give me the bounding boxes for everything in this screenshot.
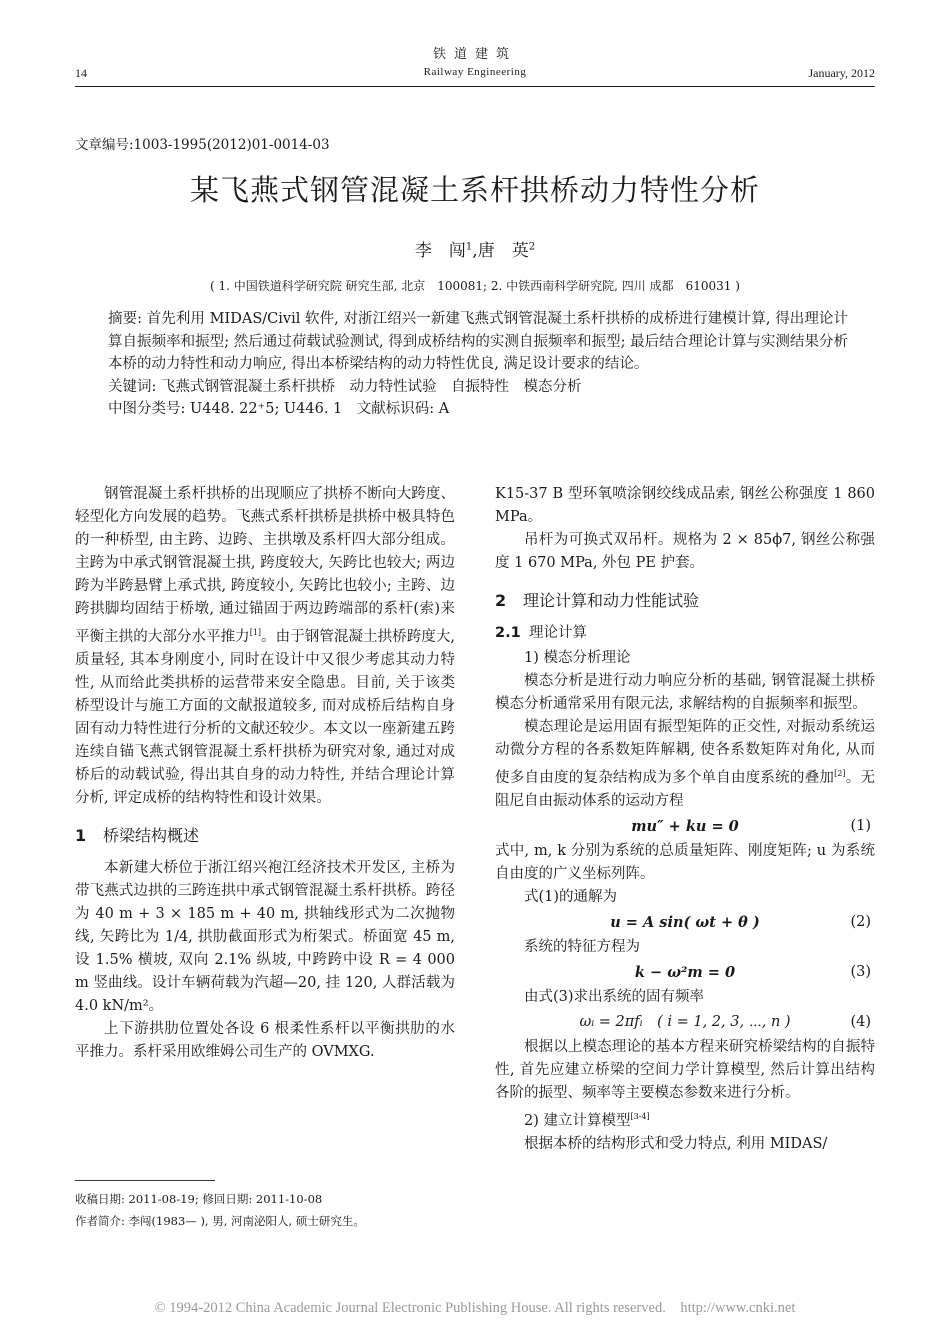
body-paragraph: 式中, m, k 分别为系统的总质量矩阵、刚度矩阵; u 为系统自由度的广义坐标列阵。 [495,842,875,882]
footnote-rule [75,1180,215,1181]
copyright-line: © 1994-2012 China Academic Journal Electronic Publishing House. All rights reserved. http://www.cnki.net [154,1300,796,1316]
intro-text-cont: 。由于钢管混凝土拱桥跨度大, 质量轻, 其本身刚度小, 同时在设计中又很少考虑其动力特性, 从而给此类拱桥的运营带来安全隐患。目前, 关于该类桥型设计与施工方面的文献报道较多, 而对成桥后结构自身固有动力特性进行分析的文献还较少。本文以一座新建五跨连续自锚飞燕式钢管混凝土系杆拱桥为研究对象, 通过对成桥后的动载试验, 得出其自身的动力特性, 并结合理论计算分析, 评定成桥的结构特性和设计效果。 [75,628,456,806]
section-title: 理论计算和动力性能试验 [523,591,700,610]
section-title: 桥梁结构概述 [103,825,200,845]
issue-date: January, 2012 [808,66,875,80]
abstract [108,308,848,421]
author-separator: , [472,241,478,261]
keywords: 关键词: 飞燕式钢管混凝土系杆拱桥 动力特性试验 自振特性 模态分析 [108,378,582,395]
body-paragraph: 根据以上模态理论的基本方程来研究桥梁结构的自振特性, 首先应建立桥梁的空间力学计算模型, 然后计算出结构各阶的振型、频率等主要模态参数来进行分析。 [495,1038,875,1101]
intro-text: 钢管混凝土系杆拱桥的出现顺应了拱桥不断向大跨度、轻型化方向发展的趋势。飞燕式系杆拱桥是拱桥中极具特色的一种桥型, 由主跨、边跨、主拱墩及系杆四大部分组成。主跨为中承式钢管混凝土拱, 跨度较大, 矢跨比也较大; 两边跨为半跨悬臂上承式拱, 跨度较小, 矢跨比也较小; 主跨、边跨拱脚均固结于桥墩, 通过锚固于两边跨端部的系杆(索)来平衡主拱的大部分水平推力 [75,486,455,645]
list-item [495,1105,875,1133]
footnote-dates: 收稿日期: 2011-08-19; 修回日期: 2011-10-08 [75,1192,323,1206]
section-heading [75,824,455,847]
paper-title: 某飞燕式钢管混凝土系杆拱桥动力特性分析 [189,173,760,207]
affiliations: ( 1. 中国铁道科学研究院 研究生部, 北京 100081; 2. 中铁西南科学研究院, 四川 成都 610031 ) [210,279,740,293]
body-paragraph: 系统的特征方程为 [524,938,640,955]
page-number: 14 [75,66,87,80]
footnote-author-bio: 作者简介: 李闯(1983— ), 男, 河南泌阳人, 硕士研究生。 [75,1214,365,1228]
subsection-heading [495,622,875,645]
header-rule [75,86,875,87]
author-line [0,236,950,261]
equation-formula: ωᵢ = 2πfᵢ ( i = 1, 2, 3, ⋯, n ) [579,1013,791,1030]
citation: [3-4] [630,1111,650,1121]
author-affil-mark: 1 [465,241,473,253]
author-name: 唐 英 [477,241,529,261]
body-text-cont: 。无阻尼自由振动体系的运动方程 [495,769,876,809]
left-column [75,483,455,1064]
right-column [495,483,875,1156]
equation-number: (1) [850,817,871,834]
equation-number: (3) [850,963,871,980]
list-item-text: 2) 建立计算模型 [524,1112,631,1129]
equation-formula: mu″ + ku = 0 [631,817,739,835]
journal-name-en: Railway Engineering [423,66,527,78]
list-item: 1) 模态分析理论 [524,650,631,666]
section-number: 2 [495,591,507,610]
equation-number: (2) [850,913,871,930]
citation: [2] [834,769,846,778]
equation [495,815,875,838]
body-paragraph [495,716,875,813]
body-paragraph: K15-37 B 型环氧喷涂钢绞线成品索, 钢丝公称强度 1 860 MPa。 [495,486,875,525]
equation-number: (4) [850,1013,871,1030]
equation-formula: k − ω²m = 0 [634,963,736,981]
citation: [1] [249,628,262,637]
equation [495,911,875,934]
body-paragraph: 上下游拱肋位置处各设 6 根柔性系杆以平衡拱肋的水平推力。系杆采用欧维姆公司生产的 OVMXG. [75,1020,455,1060]
classification: 中图分类号: U448. 22⁺5; U446. 1 文献标识码: A [108,401,450,417]
body-paragraph: 由式(3)求出系统的固有频率 [524,988,705,1005]
equation-formula: u = A sin( ωt + θ ) [610,913,760,931]
subsection-title: 理论计算 [529,625,587,641]
body-paragraph: 式(1)的通解为 [524,888,618,905]
intro-paragraph [75,483,455,810]
author-name: 李 闯 [414,241,466,261]
journal-name-cn: 铁道建筑 [432,47,517,62]
body-text: 模态理论是运用固有振型矩阵的正交性, 对振动系统运动微分方程的各系数矩阵解耦, 使各系数矩阵对角化, 从而使多自由度的复杂结构成为多个单自由度系统的叠加 [495,719,875,786]
equation [495,961,875,984]
subsection-number: 2.1 [495,625,521,641]
author-affil-mark: 2 [528,241,536,253]
equation [495,1011,875,1034]
section-number: 1 [75,825,87,845]
section-heading [495,589,875,612]
article-number: 文章编号:1003-1995(2012)01-0014-03 [75,137,330,153]
body-paragraph: 根据本桥的结构形式和受力特点, 利用 MIDAS/ [524,1135,828,1152]
body-paragraph: 模态分析是进行动力响应分析的基础, 钢管混凝土拱桥模态分析通常采用有限元法, 求解结构的自振频率和振型。 [495,673,875,712]
body-paragraph: 本新建大桥位于浙江绍兴袍江经济技术开发区, 主桥为带飞燕式边拱的三跨连拱中承式钢管混凝土系杆拱桥。跨径为 40 m + 3 × 185 m + 40 m, 拱轴线形式为二次抛物线, 矢跨比为 1/4, 拱肋截面形式为桁架式。桥面宽 45 m, 设 1.5% 横坡, 双向 2.1% 纵坡, 中跨跨中设 R = 4 000 m 竖曲线。设计车辆荷载为汽超—20, 挂 120, 人群活载为 4.0 kN/m²。 [75,859,455,1014]
body-paragraph: 吊杆为可换式双吊杆。规格为 2 × 85ϕ7, 钢丝公称强度 1 670 MPa, 外包 PE 护套。 [495,532,875,571]
abstract-text: 摘要: 首先利用 MIDAS/Civil 软件, 对浙江绍兴一新建飞燕式钢管混凝土系杆拱桥的成桥进行建模计算, 得出理论计算自振频率和振型; 然后通过荷载试验测试, 得到成桥结构的实测自振频率和振型; 最后结合理论计算与实测结果分析本桥的动力特性和动力响应, 得出本桥梁结构的动力特性优良, 满足设计要求的结论。 [108,311,848,372]
